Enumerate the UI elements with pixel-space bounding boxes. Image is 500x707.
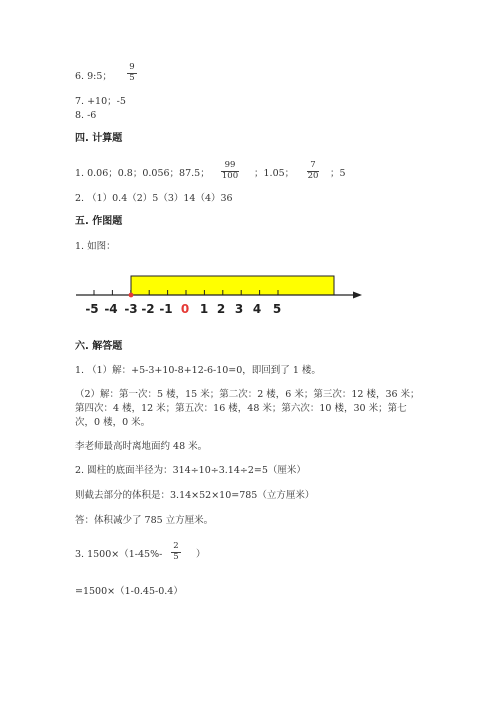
fraction-denominator: 5 — [171, 552, 181, 563]
tick-label: -1 — [159, 302, 173, 316]
s6-answer-1-part2-line1: （2）解：第一次：5 楼，15 米；第二次：2 楼，6 米；第三次：12 楼，36 米； — [75, 389, 420, 400]
s6-conclusion-1: 李老师最高时离地面约 48 米。 — [75, 441, 208, 452]
fraction-numerator: 9 — [129, 62, 135, 72]
s5-answer-1: 1. 如图： — [75, 241, 116, 252]
tick-label: -3 — [124, 302, 138, 316]
tick-label: 5 — [272, 302, 282, 316]
fraction-99-100 — [221, 161, 239, 182]
tick-label: 0 — [180, 302, 190, 316]
s4-answer-1-suffix: ；5 — [330, 168, 346, 179]
fraction-numerator: 99 — [224, 160, 236, 170]
answer-8: 8. -6 — [75, 110, 97, 121]
s4-answer-1-mid: ；1.05； — [254, 168, 295, 179]
tick-label: -2 — [141, 302, 155, 316]
s6-answer-3-suffix: ） — [196, 549, 206, 560]
s4-answer-1-prefix: 1. 0.06；0.8；0.056；87.5； — [75, 168, 210, 179]
fraction-9-5 — [127, 63, 137, 84]
answer-7: 7. +10；-5 — [75, 96, 126, 107]
section-5-title: 五. 作图题 — [75, 216, 123, 227]
s6-answer-2: 2. 圆柱的底面半径为：314÷10÷3.14÷2=5（厘米） — [75, 465, 306, 476]
answer-6: 6. 9:5； — [75, 71, 112, 82]
section-6-title: 六. 解答题 — [75, 341, 123, 352]
fraction-numerator: 2 — [173, 541, 179, 551]
tick-label: -4 — [104, 302, 118, 316]
s6-answer-2-volume: 则截去部分的体积是：3.14×52×10=785（立方厘米） — [75, 490, 315, 501]
tick-label: -5 — [85, 302, 99, 316]
fraction-denominator: 100 — [221, 170, 239, 181]
section-4-title: 四. 计算题 — [75, 133, 123, 144]
start-point-marker — [129, 293, 134, 298]
tick-label: 3 — [234, 302, 244, 316]
s6-answer-1-part2-line3: 次，0 楼，0 米。 — [75, 417, 151, 428]
number-line-figure — [76, 268, 366, 320]
s4-answer-2: 2. （1）0.4（2）5（3）14（4）36 — [75, 193, 233, 204]
fraction-denominator: 20 — [307, 170, 319, 181]
highlight-range — [131, 276, 334, 295]
tick-label: 2 — [216, 302, 226, 316]
s6-answer-1: 1. （1）解：+5-3+10-8+12-6-10=0，即回到了 1 楼。 — [75, 365, 321, 376]
s6-answer-3-prefix: 3. 1500×（1-45%- — [75, 549, 163, 560]
fraction-denominator: 5 — [127, 73, 137, 84]
s6-answer-2-conclusion: 答：体积减少了 785 立方厘米。 — [75, 515, 214, 526]
fraction-2-5 — [171, 542, 181, 563]
tick-label: 1 — [199, 302, 209, 316]
tick-label: 4 — [252, 302, 262, 316]
axis-arrow-icon — [353, 292, 362, 299]
fraction-numerator: 7 — [310, 160, 316, 170]
fraction-7-20 — [307, 161, 319, 182]
s6-answer-3-step: =1500×（1-0.45-0.4） — [75, 586, 183, 597]
s6-answer-1-part2-line2: 第四次：4 楼，12 米；第五次：16 楼，48 米；第六次：10 楼，30 米；第七 — [75, 403, 407, 414]
